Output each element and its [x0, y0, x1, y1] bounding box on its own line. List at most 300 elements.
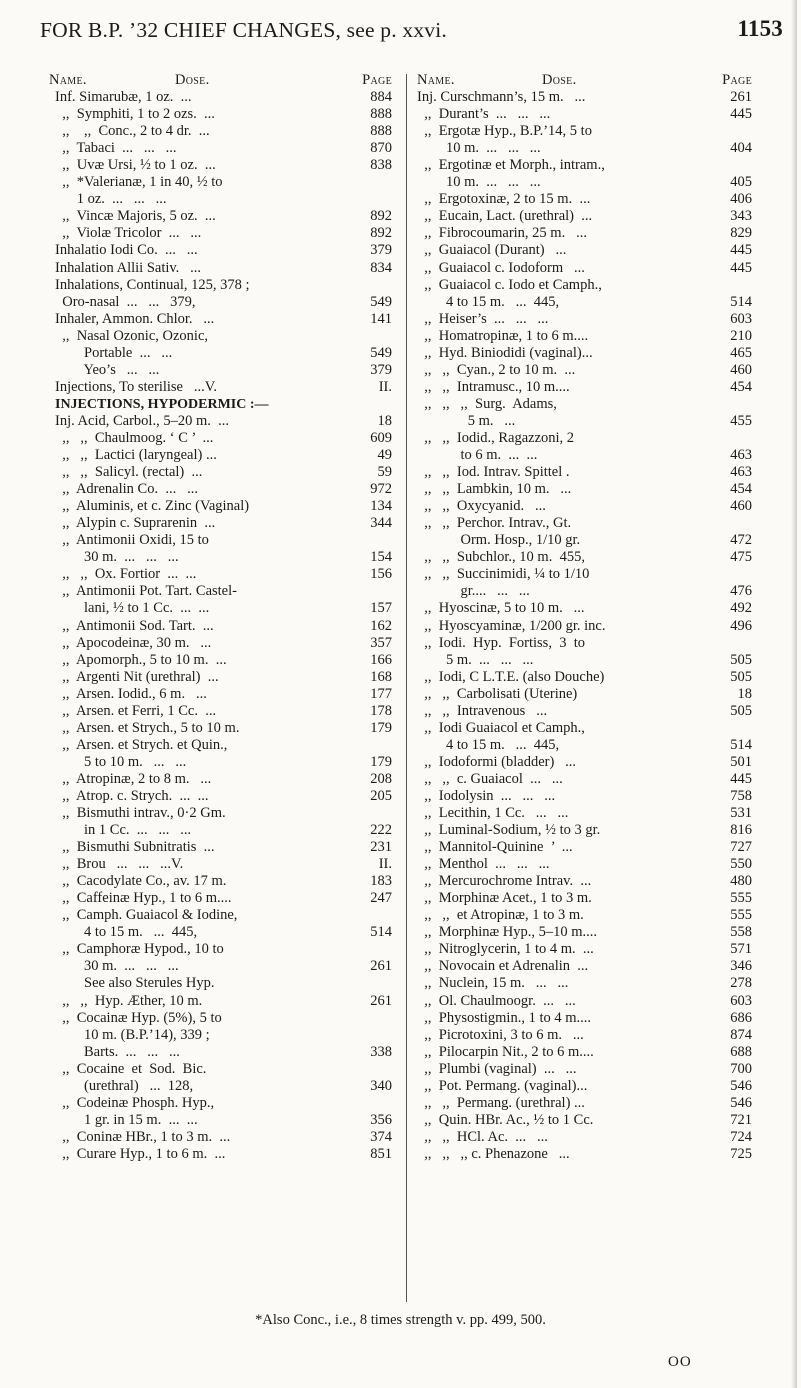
- entry-text: ,, Guaiacol c. Iodo et Camph.,: [417, 276, 602, 293]
- entry-page: 758: [730, 787, 752, 804]
- heading-dose: Dose.: [175, 72, 210, 88]
- entry-text: ,, Antimonii Sod. Tart. ...: [55, 617, 214, 634]
- entry-text: ,, Pilocarpin Nit., 2 to 6 m....: [417, 1043, 594, 1060]
- entry-page: 247: [370, 890, 392, 907]
- entry-page: 550: [730, 856, 752, 873]
- entry-text: gr.... ... ...: [417, 583, 530, 600]
- entry-page: 404: [730, 140, 752, 157]
- index-entry: [417, 123, 752, 140]
- entry-text: ,, Morphinæ Hyp., 5–10 m....: [417, 924, 598, 941]
- index-entry: [417, 822, 752, 839]
- entry-text: ,, Antimonii Oxidi, 15 to: [55, 532, 209, 549]
- index-entry: [417, 362, 752, 379]
- index-entry: [55, 277, 392, 294]
- entry-text: 30 m. ... ... ...: [55, 958, 179, 975]
- index-entry: [417, 652, 752, 669]
- entry-text: ,, Camph. Guaiacol & Iodine,: [55, 907, 238, 924]
- entry-text: ,, Hyoscyaminæ, 1/200 gr. inc.: [417, 617, 606, 634]
- entry-text: ,, Menthol ... ... ...: [417, 856, 550, 873]
- entry-page: 505: [730, 651, 752, 668]
- entry-page: 356: [370, 1111, 392, 1128]
- entry-text: See also Sterules Hyp.: [55, 975, 215, 992]
- entry-text: ,, Adrenalin Co. ... ...: [55, 481, 198, 498]
- index-entry: [417, 447, 752, 464]
- index-entry: [417, 618, 752, 635]
- entry-text: 4 to 15 m. ... 445,: [55, 924, 198, 941]
- entry-page: 496: [730, 617, 752, 634]
- index-entry: [55, 260, 392, 277]
- entry-text: ,, Nitroglycerin, 1 to 4 m. ...: [417, 941, 594, 958]
- index-entry: [417, 703, 752, 720]
- entry-page: 338: [370, 1043, 392, 1060]
- entry-text: ,, Arsen. Iodid., 6 m. ...: [55, 685, 207, 702]
- entry-text: ,, Iodi Guaiacol et Camph.,: [417, 719, 585, 736]
- entry-text: ,, ,, Intramusc., 10 m....: [417, 378, 570, 395]
- entry-list: [417, 89, 752, 1163]
- index-entry: [417, 277, 752, 294]
- entry-text: ,, Iodi. Hyp. Fortiss, 3 to: [417, 634, 585, 651]
- column-heading: [417, 72, 752, 89]
- index-entry: [55, 447, 392, 464]
- index-entry: [417, 225, 752, 242]
- entry-text: ,, ,, Iodid., Ragazzoni, 2: [417, 429, 575, 446]
- entry-text: ,, Heiser’s ... ... ...: [417, 310, 549, 327]
- index-entry: [55, 618, 392, 635]
- entry-text: 1 oz. ... ... ...: [55, 191, 167, 208]
- index-entry: [417, 788, 752, 805]
- index-entry: [55, 958, 392, 975]
- entry-page: 445: [730, 770, 752, 787]
- entry-page: 406: [730, 191, 752, 208]
- entry-page: 465: [730, 344, 752, 361]
- index-entry: [417, 174, 752, 191]
- index-entry: [417, 464, 752, 481]
- entry-page: 463: [730, 447, 752, 464]
- entry-page: 455: [730, 412, 752, 429]
- index-entry: [417, 260, 752, 277]
- entry-page: 344: [370, 515, 392, 532]
- index-entry: [417, 379, 752, 396]
- index-entry: [417, 481, 752, 498]
- entry-text: ,, ,, Oxycyanid. ...: [417, 498, 546, 515]
- index-entry: [417, 1129, 752, 1146]
- index-entry: [55, 583, 392, 600]
- index-entry: [417, 771, 752, 788]
- entry-page: 179: [370, 753, 392, 770]
- entry-text: ,, Apomorph., 5 to 10 m. ...: [55, 651, 227, 668]
- index-entry: [55, 669, 392, 686]
- entry-page: 183: [370, 873, 392, 890]
- index-entry: [417, 890, 752, 907]
- entry-text: ,, Caffeinæ Hyp., 1 to 6 m....: [55, 890, 232, 907]
- index-entry: [417, 515, 752, 532]
- entry-text: ,, Alypin c. Suprarenin ...: [55, 515, 216, 532]
- entry-text: ,, Uvæ Ursi, ½ to 1 oz. ...: [55, 157, 216, 174]
- index-entry: [55, 123, 392, 140]
- entry-text: lani, ½ to 1 Cc. ... ...: [55, 600, 210, 617]
- index-entry: [417, 106, 752, 123]
- index-entry: [55, 464, 392, 481]
- entry-text: 5 to 10 m. ... ...: [55, 753, 187, 770]
- index-entry: [55, 1078, 392, 1095]
- entry-text: ,, Vincæ Majoris, 5 oz. ...: [55, 208, 216, 225]
- entry-page: 405: [730, 174, 752, 191]
- index-entry: [55, 805, 392, 822]
- entry-page: 724: [730, 1128, 752, 1145]
- entry-page: 874: [730, 1026, 752, 1043]
- index-entry: [417, 635, 752, 652]
- entry-page: 492: [730, 600, 752, 617]
- index-entry: [55, 839, 392, 856]
- entry-page: 892: [370, 225, 392, 242]
- entry-text: ,, Bismuthi Subnitratis ...: [55, 839, 215, 856]
- entry-page: 59: [377, 464, 392, 481]
- index-entry: [417, 993, 752, 1010]
- entry-text: (urethral) ... 128,: [55, 1077, 194, 1094]
- entry-text: ,, Brou ... ... ...V.: [55, 856, 184, 873]
- index-entry: [417, 532, 752, 549]
- entry-page: 445: [730, 259, 752, 276]
- entry-page: 505: [730, 668, 752, 685]
- entry-text: ,, Physostigmin., 1 to 4 m....: [417, 1009, 592, 1026]
- entry-text: ,, Iodi, C L.T.E. (also Douche): [417, 668, 605, 685]
- index-entry: [55, 941, 392, 958]
- entry-page: 480: [730, 873, 752, 890]
- index-entry: [55, 771, 392, 788]
- index-entry: [55, 1146, 392, 1163]
- entry-text: ,, ,, Subchlor., 10 m. 455,: [417, 549, 585, 566]
- entry-page: 603: [730, 992, 752, 1009]
- entry-text: ,, Symphiti, 1 to 2 ozs. ...: [55, 106, 215, 123]
- entry-page: 838: [370, 157, 392, 174]
- index-entry: [417, 430, 752, 447]
- entry-text: 10 m. ... ... ...: [417, 140, 541, 157]
- entry-text: ,, Ergotæ Hyp., B.P.’14, 5 to: [417, 123, 592, 140]
- entry-text: ,, Camphoræ Hypod., 10 to: [55, 941, 224, 958]
- entry-text: ,, Atrop. c. Strych. ... ...: [55, 787, 209, 804]
- index-entry: [417, 549, 752, 566]
- entry-text: 1 gr. in 15 m. ... ...: [55, 1111, 198, 1128]
- entry-text: Inhalations, Continual, 125, 378 ;: [55, 276, 250, 293]
- entry-page: 700: [730, 1060, 752, 1077]
- index-entry: [417, 1010, 752, 1027]
- entry-page: 156: [370, 566, 392, 583]
- entry-text: ,, Mannitol-Quinine ’ ...: [417, 839, 573, 856]
- entry-text: ,, Violæ Tricolor ... ...: [55, 225, 202, 242]
- entry-text: ,, Antimonii Pot. Tart. Castel-: [55, 583, 237, 600]
- entry-page: 454: [730, 481, 752, 498]
- index-entry: [55, 345, 392, 362]
- entry-page: 851: [370, 1145, 392, 1162]
- entry-text: ,, ,, Carbolisati (Uterine): [417, 685, 578, 702]
- entry-text: ,, Tabaci ... ... ...: [55, 140, 177, 157]
- index-entry: [55, 1112, 392, 1129]
- entry-text: ,, Quin. HBr. Ac., ½ to 1 Cc.: [417, 1111, 594, 1128]
- entry-text: ,, Arsen. et Ferri, 1 Cc. ...: [55, 702, 217, 719]
- entry-text: Inhalatio Iodi Co. ... ...: [55, 242, 198, 259]
- index-entry: [55, 924, 392, 941]
- entry-text: ,, ,, HCl. Ac. ... ...: [417, 1128, 548, 1145]
- index-entry: [55, 498, 392, 515]
- index-entry: [417, 566, 752, 583]
- column-heading: [49, 72, 392, 89]
- entry-page: 834: [370, 259, 392, 276]
- index-entry: [55, 1044, 392, 1061]
- entry-page: 231: [370, 839, 392, 856]
- index-entry: [417, 311, 752, 328]
- index-entry: [417, 1044, 752, 1061]
- entry-text: ,, *Valerianæ, 1 in 40, ½ to: [55, 174, 223, 191]
- page-edge-shadow: [791, 0, 797, 1388]
- index-entry: [417, 958, 752, 975]
- entry-page: 162: [370, 617, 392, 634]
- entry-page: 179: [370, 719, 392, 736]
- entry-text: 4 to 15 m. ... 445,: [417, 293, 560, 310]
- entry-text: ,, Homatropinæ, 1 to 6 m....: [417, 327, 589, 344]
- entry-text: ,, ,, Salicyl. (rectal) ...: [55, 464, 203, 481]
- entry-page: 870: [370, 140, 392, 157]
- entry-page: 472: [730, 532, 752, 549]
- entry-page: 208: [370, 770, 392, 787]
- entry-page: 558: [730, 924, 752, 941]
- entry-text: in 1 Cc. ... ... ...: [55, 822, 192, 839]
- entry-text: ,, Ol. Chaulmoogr. ... ...: [417, 992, 576, 1009]
- index-entry: [417, 294, 752, 311]
- entry-page: 475: [730, 549, 752, 566]
- index-entry: [55, 1129, 392, 1146]
- entry-page: 727: [730, 839, 752, 856]
- heading-name: Name.: [417, 72, 455, 88]
- entry-text: ,, Cocaine et Sod. Bic.: [55, 1060, 207, 1077]
- entry-page: 888: [370, 123, 392, 140]
- entry-text: ,, Novocain et Adrenalin ...: [417, 958, 589, 975]
- index-entry: [417, 720, 752, 737]
- entry-page: 134: [370, 498, 392, 515]
- entry-text: ,, Cacodylate Co., av. 17 m.: [55, 873, 227, 890]
- index-entry: [55, 379, 392, 396]
- index-entry: [55, 822, 392, 839]
- entry-page: 454: [730, 378, 752, 395]
- index-entry: [417, 1078, 752, 1095]
- entry-text: ,, ,, ,, c. Phenazone ...: [417, 1145, 570, 1162]
- entry-text: ,, Codeinæ Phosph. Hyp.,: [55, 1094, 215, 1111]
- entry-text: ,, Nasal Ozonic, Ozonic,: [55, 327, 209, 344]
- entry-page: 18: [737, 685, 752, 702]
- entry-text: ,, ,, ,, Surg. Adams,: [417, 395, 557, 412]
- entry-text: ,, Atropinæ, 2 to 8 m. ...: [55, 770, 212, 787]
- entry-page: 18: [377, 412, 392, 429]
- entry-page: 278: [730, 975, 752, 992]
- index-entry: [55, 873, 392, 890]
- entry-text: ,, Guaiacol (Durant) ...: [417, 242, 567, 259]
- index-entry: [55, 686, 392, 703]
- index-entry: [417, 856, 752, 873]
- entry-text: ,, ,, Conc., 2 to 4 dr. ...: [55, 123, 210, 140]
- entry-page: 49: [377, 447, 392, 464]
- entry-page: 340: [370, 1077, 392, 1094]
- entry-page: 205: [370, 787, 392, 804]
- index-entry: [55, 430, 392, 447]
- entry-text: ,, ,, Lambkin, 10 m. ...: [417, 481, 572, 498]
- entry-text: ,, Lecithin, 1 Cc. ... ...: [417, 805, 569, 822]
- entry-text: ,, ,, Intravenous ...: [417, 702, 548, 719]
- index-column-left: [49, 72, 392, 1163]
- index-entry: [417, 1095, 752, 1112]
- entry-page: 686: [730, 1009, 752, 1026]
- index-entry: [55, 1027, 392, 1044]
- entry-page: 222: [370, 822, 392, 839]
- entry-text: ,, Cocainæ Hyp. (5%), 5 to: [55, 1009, 222, 1026]
- index-entry: [55, 856, 392, 873]
- entry-page: 514: [370, 924, 392, 941]
- running-header: [40, 14, 785, 44]
- index-entry: [417, 686, 752, 703]
- entry-page: II.: [378, 856, 392, 873]
- entry-page: 166: [370, 651, 392, 668]
- entry-page: 476: [730, 583, 752, 600]
- entry-page: 555: [730, 907, 752, 924]
- index-entry: [55, 890, 392, 907]
- entry-page: 571: [730, 941, 752, 958]
- entry-text: ,, Guaiacol c. Iodoform ...: [417, 259, 585, 276]
- index-entry: [417, 600, 752, 617]
- page-number: 1153: [737, 16, 783, 41]
- entry-page: 546: [730, 1094, 752, 1111]
- index-entry: [55, 975, 392, 992]
- index-entry: [55, 242, 392, 259]
- entry-text: ,, Morphinæ Acet., 1 to 3 m.: [417, 890, 592, 907]
- entry-text: ,, Arsen. et Strych., 5 to 10 m.: [55, 719, 240, 736]
- entry-text: ,, Ergotinæ et Morph., intram.,: [417, 157, 605, 174]
- index-entry: [55, 1010, 392, 1027]
- entry-page: 379: [370, 242, 392, 259]
- entry-page: 972: [370, 481, 392, 498]
- heading-dose: Dose.: [542, 72, 577, 88]
- index-entry: [417, 669, 752, 686]
- entry-text: Yeo’s ... ...: [55, 361, 160, 378]
- entry-page: 549: [370, 344, 392, 361]
- entry-text: ,, Aluminis, et c. Zinc (Vaginal): [55, 498, 250, 515]
- entry-page: 721: [730, 1111, 752, 1128]
- entry-page: 549: [370, 293, 392, 310]
- entry-text: ,, Ergotoxinæ, 2 to 15 m. ...: [417, 191, 591, 208]
- entry-text: ,, Fibrocoumarin, 25 m. ...: [417, 225, 587, 242]
- entry-page: 357: [370, 634, 392, 651]
- index-entry: [417, 242, 752, 259]
- entry-page: 514: [730, 736, 752, 753]
- entry-text: INJECTIONS, HYPODERMIC :—: [55, 396, 269, 412]
- entry-page: 514: [730, 293, 752, 310]
- entry-page: 463: [730, 464, 752, 481]
- entry-text: Inf. Simarubæ, 1 oz. ...: [55, 89, 192, 106]
- index-entry: [417, 1146, 752, 1163]
- entry-text: ,, Mercurochrome Intrav. ...: [417, 873, 592, 890]
- entry-text: ,, ,, et Atropinæ, 1 to 3 m.: [417, 907, 584, 924]
- entry-page: 888: [370, 106, 392, 123]
- signature-mark: OO: [668, 1354, 692, 1370]
- entry-text: ,, Bismuthi intrav., 0·2 Gm.: [55, 805, 226, 822]
- entry-text: ,, Arsen. et Strych. et Quin.,: [55, 736, 228, 753]
- index-entry: [55, 294, 392, 311]
- entry-list: [55, 89, 392, 1163]
- entry-text: ,, Apocodeinæ, 30 m. ...: [55, 634, 212, 651]
- entry-text: to 6 m. ... ...: [417, 447, 538, 464]
- entry-text: 30 m. ... ... ...: [55, 549, 179, 566]
- entry-text: ,, Nuclein, 15 m. ... ...: [417, 975, 569, 992]
- entry-text: ,, Hyd. Biniodidi (vaginal)...: [417, 344, 593, 361]
- entry-page: 261: [730, 89, 752, 106]
- entry-text: ,, ,, Ox. Fortior ... ...: [55, 566, 197, 583]
- entry-page: II.: [378, 378, 392, 395]
- index-entry: [417, 413, 752, 430]
- index-entry: [417, 1112, 752, 1129]
- entry-text: Inhaler, Ammon. Chlor. ...: [55, 310, 215, 327]
- heading-name: Name.: [49, 72, 87, 88]
- index-entry: [55, 652, 392, 669]
- entry-text: ,, Curare Hyp., 1 to 6 m. ...: [55, 1145, 226, 1162]
- index-entry: [55, 225, 392, 242]
- index-entry: [55, 174, 392, 191]
- entry-text: Oro-nasal ... ... 379,: [55, 293, 196, 310]
- entry-page: 343: [730, 208, 752, 225]
- entry-text: Injections, To sterilise ...V.: [55, 378, 217, 395]
- index-entry: [55, 788, 392, 805]
- entry-page: 445: [730, 242, 752, 259]
- index-entry: [417, 924, 752, 941]
- entry-text: ,, ,, Hyp. Æther, 10 m.: [55, 992, 203, 1009]
- entry-text: ,, Iodoformi (bladder) ...: [417, 753, 577, 770]
- index-entry: [55, 208, 392, 225]
- entry-page: 346: [730, 958, 752, 975]
- entry-page: 816: [730, 822, 752, 839]
- entry-page: 609: [370, 429, 392, 446]
- entry-page: 460: [730, 498, 752, 515]
- entry-text: ,, ,, c. Guaiacol ... ...: [417, 770, 563, 787]
- index-entry: [417, 907, 752, 924]
- entry-text: 5 m. ... ... ...: [417, 651, 534, 668]
- entry-text: ,, Durant’s ... ... ...: [417, 106, 551, 123]
- index-entry: [55, 191, 392, 208]
- index-entry: [55, 1061, 392, 1078]
- index-entry: [417, 498, 752, 515]
- running-title: FOR B.P. ’32 CHIEF CHANGES, see p. xxvi.: [40, 18, 447, 42]
- index-entry: [55, 362, 392, 379]
- index-entry: [55, 328, 392, 345]
- entry-page: 603: [730, 310, 752, 327]
- index-entry: [417, 89, 752, 106]
- entry-page: 210: [730, 327, 752, 344]
- index-entry: [55, 413, 392, 430]
- index-entry: [55, 566, 392, 583]
- entry-page: 688: [730, 1043, 752, 1060]
- index-entry: [55, 89, 392, 106]
- entry-text: 5 m. ...: [417, 412, 516, 429]
- entry-page: 178: [370, 702, 392, 719]
- index-entry: [55, 515, 392, 532]
- entry-text: ,, ,, Cyan., 2 to 10 m. ...: [417, 361, 576, 378]
- entry-page: 505: [730, 702, 752, 719]
- entry-text: 10 m. ... ... ...: [417, 174, 541, 191]
- index-entry: [55, 532, 392, 549]
- index-entry: [417, 396, 752, 413]
- index-entry: [55, 600, 392, 617]
- entry-page: 501: [730, 753, 752, 770]
- index-entry: [417, 208, 752, 225]
- entry-page: 884: [370, 89, 392, 106]
- index-entry: [417, 975, 752, 992]
- index-entry: [55, 720, 392, 737]
- entry-text: ,, ,, Succinimidi, ¼ to 1/10: [417, 566, 590, 583]
